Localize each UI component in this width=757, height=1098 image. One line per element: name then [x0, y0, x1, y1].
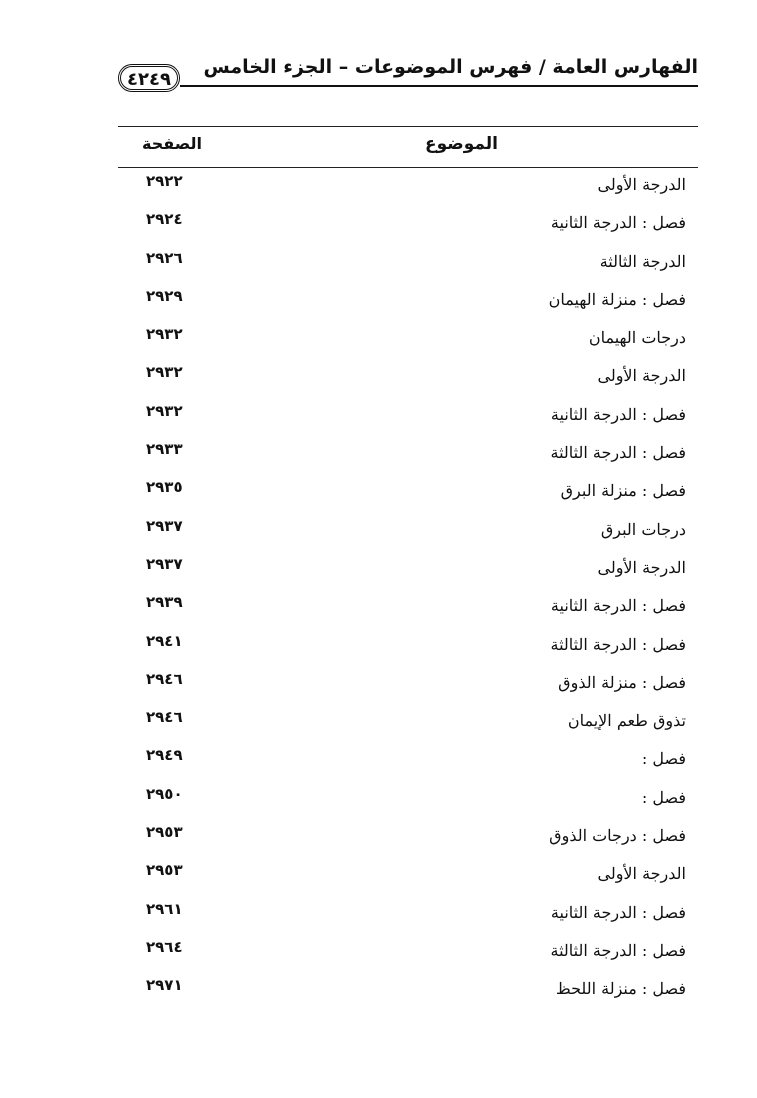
- page-cell: ٢٩٣٥: [146, 478, 183, 497]
- topic-cell: فصل : الدرجة الثانية: [550, 596, 686, 616]
- topic-cell: الدرجة الثالثة: [599, 251, 686, 271]
- page-cell: ٢٩٣٣: [146, 440, 183, 459]
- page-cell: ٢٩٧١: [146, 976, 183, 995]
- page-cell: ٢٩٣٢: [146, 325, 183, 344]
- page-column-header: الصفحة: [142, 134, 203, 153]
- topic-cell: تذوق طعم الإيمان: [567, 711, 686, 731]
- page-cell: ٢٩٢٩: [146, 286, 183, 305]
- table-row: [118, 243, 698, 281]
- page-cell: ٢٩٤٦: [146, 669, 183, 688]
- page-header: [110, 52, 698, 92]
- table-row: [118, 702, 698, 740]
- topic-column-header: الموضوع: [425, 134, 498, 154]
- table-row: [118, 740, 698, 778]
- table-row: [118, 434, 698, 472]
- topic-cell: الدرجة الأولى: [597, 366, 686, 386]
- page-cell: ٢٩٣٢: [146, 401, 183, 420]
- page-cell: ٢٩٦٤: [146, 937, 183, 956]
- topic-cell: فصل : منزلة الذوق: [558, 672, 686, 692]
- table-row: [118, 970, 698, 1008]
- table-row: [118, 932, 698, 970]
- column-headers: [118, 126, 698, 168]
- topic-cell: فصل : الدرجة الثانية: [550, 404, 686, 424]
- page-cell: ٢٩٥٣: [146, 861, 183, 880]
- page-cell: ٢٩٢٦: [146, 248, 183, 267]
- topic-cell: الدرجة الأولى: [597, 557, 686, 577]
- page-cell: ٢٩٤٩: [146, 746, 183, 765]
- topic-cell: فصل : منزلة الهيمان: [548, 289, 686, 309]
- topic-cell: درجات الهيمان: [588, 328, 686, 348]
- table-row: [118, 472, 698, 510]
- topic-cell: درجات البرق: [600, 519, 686, 539]
- page-cell: ٢٩٥٣: [146, 823, 183, 842]
- topic-cell: فصل : الدرجة الثالثة: [550, 634, 686, 654]
- page-cell: ٢٩٣٧: [146, 516, 183, 535]
- table-row: [118, 396, 698, 434]
- running-title: الفهارس العامة / فهرس الموضوعات – الجزء الخامس: [203, 56, 698, 78]
- topic-cell: فصل : الدرجة الثانية: [550, 902, 686, 922]
- topic-cell: الدرجة الأولى: [597, 864, 686, 884]
- table-row: [118, 626, 698, 664]
- topic-cell: فصل : درجات الذوق: [549, 826, 686, 846]
- page-cell: ٢٩٣٩: [146, 593, 183, 612]
- table-row: [118, 319, 698, 357]
- page-cell: ٢٩٢٢: [146, 172, 183, 190]
- table-row: [118, 549, 698, 587]
- page-cell: ٢٩٤١: [146, 631, 183, 650]
- page-cell: ٢٩٣٢: [146, 363, 183, 382]
- topic-cell: فصل : منزلة اللحظ: [555, 979, 686, 999]
- topic-cell: فصل : الدرجة الثالثة: [550, 443, 686, 463]
- table-row: [118, 894, 698, 932]
- topic-cell: فصل :: [641, 787, 686, 807]
- page-cell: ٢٩٤٦: [146, 708, 183, 727]
- topic-cell: فصل : الدرجة الثانية: [550, 213, 686, 233]
- table-row: [118, 587, 698, 625]
- table-row: [118, 855, 698, 893]
- table-row: [118, 204, 698, 242]
- page-cell: ٢٩٥٠: [146, 784, 183, 803]
- table-row: [118, 166, 698, 204]
- index-table: [118, 166, 698, 1009]
- header-rule: [180, 85, 698, 87]
- topic-cell: فصل : الدرجة الثالثة: [550, 940, 686, 960]
- table-row: [118, 817, 698, 855]
- topic-cell: الدرجة الأولى: [597, 175, 686, 194]
- topic-cell: فصل : منزلة البرق: [560, 481, 686, 501]
- page-cell: ٢٩٢٤: [146, 210, 183, 229]
- table-row: [118, 511, 698, 549]
- table-row: [118, 357, 698, 395]
- topic-cell: فصل :: [641, 749, 686, 769]
- page-number-badge: ٤٢٤٩: [118, 64, 180, 92]
- page-cell: ٢٩٦١: [146, 899, 183, 918]
- table-row: [118, 664, 698, 702]
- table-row: [118, 779, 698, 817]
- table-row: [118, 281, 698, 319]
- page-cell: ٢٩٣٧: [146, 554, 183, 573]
